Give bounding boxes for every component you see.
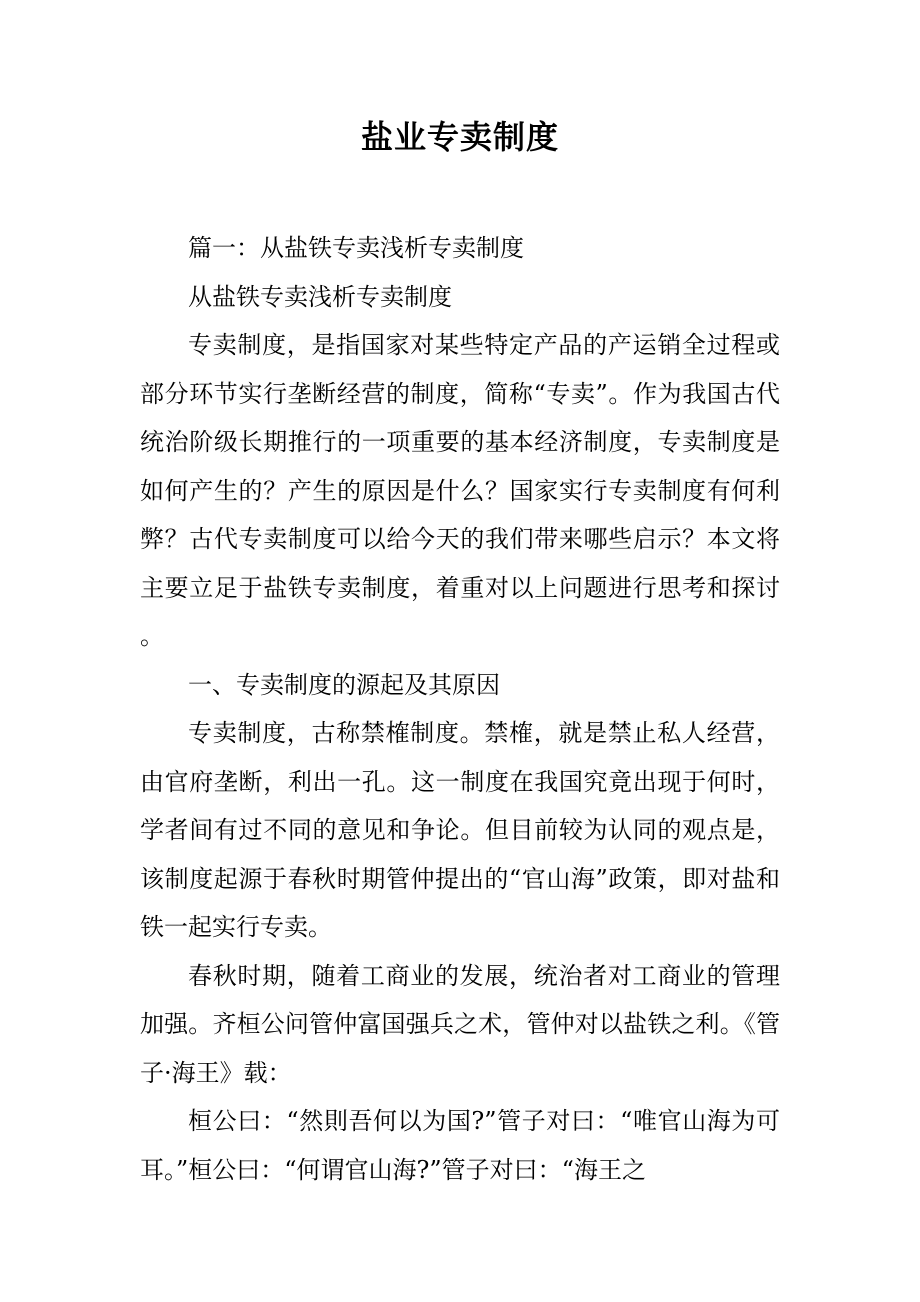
paragraph-intro: 专卖制度，是指国家对某些特定产品的产运销全过程或部分环节实行垄断经营的制度，简称“专卖”。作为我国古代统治阶级长期推行的一项重要的基本经济制度，专卖制度是如何产生的？产生的原因是什么？国家实行专卖制度有何利弊？古代专卖制度可以给今天的我们带来哪些启示？本文将主要立足于盐铁专卖制度，着重对以上问题进行思考和探讨。: [140, 331, 780, 650]
paragraph-quote: 桓公曰：“然則吾何以为国?”管子对曰：“唯官山海为可耳。”桓公曰：“何谓官山海?”管子对曰：“海王之: [140, 1107, 780, 1184]
paragraph-section-heading: 篇一：从盐铁专卖浅析专卖制度: [188, 234, 524, 262]
paragraph-heading-origin: 一、专卖制度的源起及其原因: [188, 670, 500, 699]
paragraph-subtitle: 从盐铁专卖浅析专卖制度: [188, 282, 452, 311]
paragraph-spring-autumn: 春秋时期，随着工商业的发展，统治者对工商业的管理加强。齐桓公问管仲富国强兵之术，管仲对以盐铁之利。《管子·海王》载：: [140, 961, 780, 1087]
document-title: 盐业专卖制度: [360, 118, 559, 156]
paragraph-origin: 专卖制度，古称禁榷制度。禁榷，就是禁止私人经营，由官府垄断，利出一孔。这一制度在我国究竟出现于何时，学者间有过不同的意见和争论。但目前较为认同的观点是，该制度起源于春秋时期管仲提出的“官山海”政策，即对盐和铁一起实行专卖。: [140, 719, 780, 941]
document-body: [140, 224, 780, 1194]
